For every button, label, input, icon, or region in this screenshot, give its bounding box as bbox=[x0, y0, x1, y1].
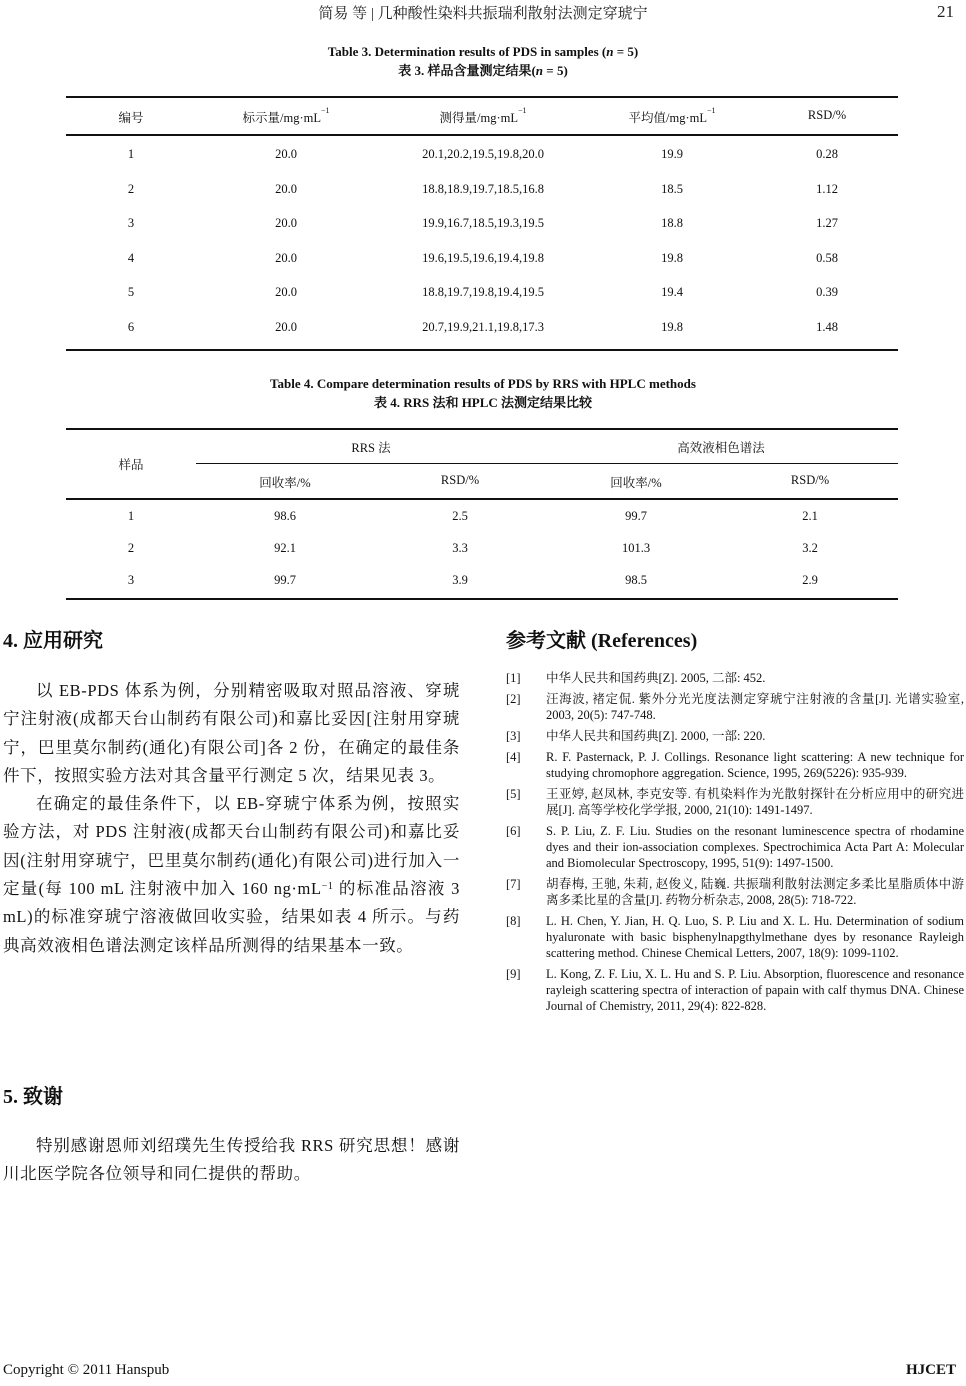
references-heading: 参考文献 (References) bbox=[506, 630, 698, 652]
table3-cell: 5 bbox=[127, 285, 135, 299]
table4-sub-header: 回收率/% bbox=[259, 476, 311, 490]
table4-cell: 1 bbox=[127, 509, 135, 523]
table4-cell: 2 bbox=[127, 541, 135, 555]
reference-text: 中华人民共和国药典[Z]. 2000, 一部: 220. bbox=[546, 729, 766, 743]
table3-header-cell: 测得量$/mg\cdot mL^{-1}$ bbox=[439, 106, 527, 125]
table4-header-rule bbox=[66, 498, 898, 500]
table3-cell: 20.0 bbox=[275, 250, 297, 265]
table4-cell: 2.1 bbox=[802, 509, 818, 523]
table3-caption-zh: 表 3. 样品含量测定结果(n = 5) bbox=[398, 63, 568, 78]
reference-number: [3] bbox=[506, 729, 521, 743]
table3-cell: 18.8,19.7,19.8,19.4,19.5 bbox=[422, 285, 544, 299]
section4-body bbox=[3, 677, 460, 960]
reference-text: 汪海波, 褚定侃. 紫外分光光度法测定穿琥宁注射液的含量[J]. 光谱实验室, 2003, 20(5): 747-748. bbox=[546, 692, 964, 722]
table3-cell: 4 bbox=[127, 250, 135, 265]
reference-item bbox=[506, 786, 964, 818]
table3-cell: 19.6,19.5,19.6,19.4,19.8 bbox=[422, 250, 544, 265]
table3-header-cell: 标示量$/mg\cdot mL^{-1}$ bbox=[242, 106, 330, 125]
table4-sub-header: RSD/% bbox=[440, 473, 480, 487]
table4-cell: 99.7 bbox=[625, 509, 647, 523]
section4-paragraph: 以 EB-PDS 体系为例，分别精密吸取对照品溶液、穿琥宁注射液(成都天台山制药有限公司)和嘉比妥因[注射用穿琥宁，巴里莫尔制药(通化)有限公司]各 2 份，在确定的最佳条件下，按照实验方法对其含量平行测定 5 次，结果见表 3。 bbox=[3, 681, 460, 785]
reference-number: [8] bbox=[506, 914, 521, 928]
table3-caption-en: Table 3. Determination results of PDS in samples (n = 5) bbox=[327, 44, 639, 59]
reference-text: L. H. Chen, Y. Jian, H. Q. Luo, S. P. Liu and X. L. Hu. Determination of sodium hyaluronate with basic bisphenylnapgthylmethane dyes by resonance Rayleigh scattering method. Chinese Chemical Letters, 2007, 18(9): 1099-1102. bbox=[546, 914, 964, 960]
section4-paragraph: 在确定的最佳条件下，以 EB-穿琥宁体系为例，按照实验方法，对 PDS 注射液(成都天台山制药有限公司)和嘉比妥因(注射用穿琥宁，巴里莫尔制药(通化)有限公司)进行加入一定量(每 100 mL 注射液中加入 160 $ng\cdot mL^{-1}$ 的标准品溶液 3 mL)的标准穿琥宁溶液做回收实验，结果如表 4 所示。与药典高效液相色谱法测定该样品所测得的结果基本一致。 bbox=[3, 794, 460, 955]
reference-text: S. P. Liu, Z. F. Liu. Studies on the resonant luminescence spectra of rhodamine dyes and their ion-association complexes. Spectrochimica Acta Part A: Molecular and Biomolecular Spectroscopy, 1995, 51(9): 1497-1500. bbox=[546, 824, 964, 870]
running-title: 简易 等 | 几种酸性染料共振瑞利散射法测定穿琥宁 bbox=[318, 6, 648, 22]
table3-top-rule bbox=[66, 96, 898, 98]
table4-cell: 3 bbox=[127, 573, 135, 587]
table3-cell: 1.48 bbox=[816, 319, 838, 334]
table4-cell: 3.9 bbox=[452, 573, 468, 587]
table4-cell: 2.5 bbox=[452, 509, 468, 523]
table4-cell: 2.9 bbox=[802, 573, 818, 587]
table4-cell: 3.2 bbox=[802, 541, 818, 555]
table4-sub-header: RSD/% bbox=[790, 473, 830, 487]
section5-paragraph: 特别感谢恩师刘绍璞先生传授给我 RRS 研究思想！感谢川北医学院各位领导和同仁提供的帮助。 bbox=[3, 1136, 460, 1184]
reference-item bbox=[506, 728, 964, 744]
table4-bottom-rule bbox=[66, 598, 898, 600]
table3-cell: 19.8 bbox=[661, 319, 683, 334]
reference-text: 王亚婷, 赵凤林, 李克安等. 有机染料作为光散射探针在分析应用中的研究进展[J]. 高等学校化学学报, 2000, 21(10): 1491-1497. bbox=[546, 787, 964, 817]
table3-bottom-rule bbox=[66, 349, 898, 351]
table3-cell: 1.12 bbox=[816, 181, 838, 196]
reference-item bbox=[506, 823, 964, 871]
reference-item bbox=[506, 876, 964, 908]
reference-number: [6] bbox=[506, 824, 521, 838]
footer-journal: HJCET bbox=[905, 1362, 956, 1378]
table3-cell: 0.58 bbox=[816, 250, 838, 265]
table3-cell: 18.8 bbox=[661, 216, 683, 230]
section5-body bbox=[3, 1132, 460, 1189]
table3-header-rule bbox=[66, 134, 898, 136]
reference-item bbox=[506, 749, 964, 781]
table4-cell: 98.6 bbox=[274, 509, 296, 523]
table3-cell: 0.39 bbox=[816, 285, 838, 299]
table3-header-cell: 平均值$/mg\cdot mL^{-1}$ bbox=[628, 106, 716, 125]
table3-cell: 3 bbox=[127, 216, 135, 230]
table3-cell: 19.9 bbox=[661, 147, 683, 161]
table3-cell: 20.0 bbox=[275, 216, 297, 230]
table3-cell: 18.8,18.9,19.7,18.5,16.8 bbox=[422, 181, 544, 196]
table3-cell: 1.27 bbox=[816, 216, 838, 230]
reference-item bbox=[506, 913, 964, 961]
reference-text: R. F. Pasternack, P. J. Collings. Resonance light scattering: A new technique for studying chromophore aggregation. Science, 1995, 269(5226): 935-939. bbox=[546, 750, 964, 780]
table4-group-header-hplc: 高效液相色谱法 bbox=[677, 441, 765, 455]
reference-number: [5] bbox=[506, 787, 521, 801]
table4-sub-header: 回收率/% bbox=[610, 476, 662, 490]
table4-cell: 3.3 bbox=[452, 541, 468, 555]
table3-header-cell: 编号 bbox=[118, 111, 144, 125]
references-list bbox=[506, 670, 964, 1019]
reference-number: [7] bbox=[506, 877, 521, 891]
table4-cell: 99.7 bbox=[274, 573, 296, 587]
table3-cell: 0.28 bbox=[816, 147, 838, 161]
table3-cell: 20.7,19.9,21.1,19.8,17.3 bbox=[422, 319, 544, 334]
reference-number: [9] bbox=[506, 967, 521, 981]
table3-cell: 19.9,16.7,18.5,19.3,19.5 bbox=[422, 216, 544, 230]
table4-caption-en: Table 4. Compare determination results of PDS by RRS with HPLC methods bbox=[270, 376, 696, 391]
table3-cell: 20.1,20.2,19.5,19.8,20.0 bbox=[422, 147, 544, 161]
section4-heading: 4. 应用研究 bbox=[3, 630, 103, 652]
table3-cell: 20.0 bbox=[275, 147, 297, 161]
reference-number: [2] bbox=[506, 692, 521, 706]
reference-item bbox=[506, 966, 964, 1014]
table4-cell: 98.5 bbox=[625, 573, 647, 587]
table3-cell: 20.0 bbox=[275, 285, 297, 299]
table3-cell: 19.8 bbox=[661, 250, 683, 265]
reference-item bbox=[506, 670, 964, 686]
page-number: 21 bbox=[937, 2, 954, 21]
reference-text: 中华人民共和国药典[Z]. 2005, 二部: 452. bbox=[546, 671, 766, 685]
table4-group-header-rrs: RRS 法 bbox=[351, 441, 391, 455]
table4-cell: 92.1 bbox=[274, 541, 296, 555]
table3-cell: 20.0 bbox=[275, 319, 297, 334]
reference-number: [1] bbox=[506, 671, 521, 685]
table4-group-rule bbox=[196, 463, 898, 464]
table3-cell: 2 bbox=[127, 181, 135, 196]
table4-top-rule bbox=[66, 428, 898, 430]
section5-heading: 5. 致谢 bbox=[3, 1086, 63, 1108]
reference-text: 胡春梅, 王驰, 朱莉, 赵俊义, 陆巍. 共振瑞利散射法测定多柔比星脂质体中游离多柔比星的含量[J]. 药物分析杂志, 2008, 28(5): 718-722. bbox=[546, 877, 964, 907]
table4-cell: 101.3 bbox=[621, 541, 651, 555]
table4-caption-zh: 表 4. RRS 法和 HPLC 法测定结果比较 bbox=[373, 395, 593, 410]
table3-cell: 6 bbox=[127, 319, 135, 334]
table3-cell: 18.5 bbox=[661, 181, 683, 196]
table3-header-cell: RSD/% bbox=[807, 108, 847, 122]
table3-cell: 19.4 bbox=[661, 285, 683, 299]
reference-item bbox=[506, 691, 964, 723]
table3-cell: 1 bbox=[127, 147, 135, 161]
reference-number: [4] bbox=[506, 750, 521, 764]
reference-text: L. Kong, Z. F. Liu, X. L. Hu and S. P. Liu. Absorption, fluorescence and resonance rayleigh scattering spectra of interaction of papain with calf thymus DNA. Chinese Journal of Chemistry, 2011, 29(4): 822-828. bbox=[546, 967, 964, 1013]
table3-cell: 20.0 bbox=[275, 181, 297, 196]
table4-sample-header: 样品 bbox=[118, 458, 144, 472]
footer-copyright: Copyright © 2011 Hanspub bbox=[3, 1362, 170, 1378]
